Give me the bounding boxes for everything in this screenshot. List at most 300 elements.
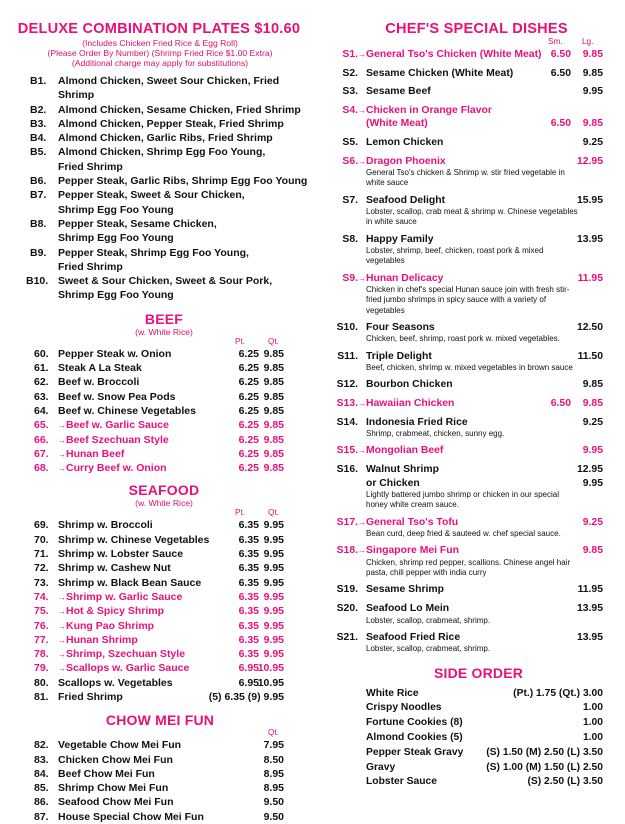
item-name-text: Shrimp w. Broccoli [58,519,153,532]
item-name-text: Indonesia Fried Rice [366,416,468,428]
side-title: SIDE ORDER [433,664,524,681]
item-name: Pepper Steak, Shrimp Egg Foo Young, [58,246,249,259]
item-name: Sweet & Sour Chicken, Sweet & Sour Pork, [58,275,273,288]
item-name-text: or Chicken [366,477,420,489]
hot-pepper-icon: → [58,592,66,602]
menu-item [0,619,310,633]
item-name: Beef Chow Mei Fun [58,767,155,780]
item-number: 77. [34,633,49,646]
item-name [358,272,444,286]
item-number: S8. [342,233,358,245]
price-quart: 9.85 [263,462,284,475]
price-large: 12.95 [576,463,603,475]
item-name-text: Sesame Chicken (White Meat) [366,67,514,79]
price-large: 9.85 [582,118,603,130]
beef-column-header [0,337,310,347]
menu-item [0,433,310,447]
item-number: 65. [34,419,49,432]
combo-list [0,74,310,303]
price-small: 6.50 [550,67,571,79]
item-name-text: Chicken in Orange Flavor [366,104,492,116]
item-name-text: Hunan Delicacy [366,272,444,284]
right-column [318,0,625,790]
item-number: B1. [30,75,47,87]
item-name: Pepper Steak, Sesame Chicken, [58,217,217,230]
item-description: Beef, chicken, shrimp w. mixed vegetables in brown sauce [366,363,573,373]
item-name [366,67,513,81]
item-name: Vegetable Chow Mei Fun [58,739,182,752]
item-name-text: Hot & Spicy Shrimp [66,605,165,618]
chef-item-line [318,631,625,645]
item-name [366,233,434,247]
hot-pepper-icon: → [358,546,366,556]
side-item [318,761,625,776]
price-pint: 6.35 [238,633,259,646]
side-item [318,687,625,702]
menu-item [0,375,310,389]
item-description: Lobster, shrimp, beef, chicken, roast pork & mixed vegetables [366,246,544,266]
price-quart: 9.95 [263,605,284,618]
menu-item [0,633,310,647]
price-pint: 6.35 [238,619,259,632]
item-name-text: Shrimp w. Cashew Nut [58,562,171,575]
item-name: Crispy Noodles [366,702,442,714]
chef-item [318,516,625,540]
price-large: 9.95 [582,445,603,457]
chow-list [0,738,310,824]
item-description: Lobster, scallop, crabmeat, shrimp. [366,644,491,654]
item-number: 69. [34,519,49,532]
seafood-column-header [0,508,310,518]
item-name [366,416,468,430]
item-name: Fortune Cookies (8) [366,717,463,729]
chef-item-line [318,350,625,364]
price-quart: 9.95 [263,648,284,661]
item-number: S5. [342,136,358,148]
item-name [58,561,171,575]
item-number: S2. [342,67,358,79]
item-description: Bean curd, deep fried & sauteed w. chef special sauce. [366,529,561,539]
price-quart: 8.95 [263,767,284,780]
chef-item [318,397,625,411]
menu-item [0,647,310,661]
combo-item [0,145,310,174]
item-number: S7. [342,194,358,206]
hot-pepper-icon: → [58,449,66,459]
chef-item-line [318,463,625,477]
item-name: Almond Chicken, Shrimp Egg Foo Young, [58,146,266,159]
menu-item [0,461,310,475]
hot-pepper-icon: → [358,446,366,456]
item-description: Chicken in chef's special Hunan sauce join with fresh stir-fried jumbo shrimps in spicy sauce with a variety of vegetables [366,285,570,315]
price-large: 9.95 [582,86,603,98]
item-name [58,647,185,662]
chef-item-line [318,67,625,81]
item-number: 63. [34,390,49,403]
price-quart: 9.95 [263,576,284,589]
item-name [58,590,182,605]
item-name [58,433,169,448]
price-quart: 9.85 [263,419,284,432]
item-number: 80. [34,676,49,689]
chef-column-header [318,37,625,48]
chef-item [318,602,625,626]
col-lg: Lg. [582,37,594,46]
item-name-text: Scallops w. Vegetables [58,676,173,689]
side-list [318,687,625,791]
price-large: 9.25 [582,136,603,148]
item-number: B4. [30,132,47,145]
chef-item [318,272,625,316]
item-name [58,676,173,690]
combo-item [0,246,310,275]
item-number: S9. [342,272,358,284]
hot-pepper-icon: → [58,607,66,617]
item-description: Chicken, beef, shrimp, roast pork w. mixed vegetables. [366,334,560,344]
price-large: 9.85 [582,379,603,391]
item-name [58,390,175,404]
price-large: 12.95 [576,155,603,167]
chef-item [318,631,625,655]
combo-item [0,274,310,303]
item-price: (S) 1.50 (M) 2.50 (L) 3.50 [486,746,603,758]
hot-pepper-icon: → [358,105,366,115]
item-name [58,375,139,389]
item-number: S15. [336,445,358,457]
price-quart: 9.85 [263,347,284,360]
item-number: S11. [337,350,358,362]
chef-item-line [318,397,625,411]
item-name-text: Shrimp w. Garlic Sauce [66,590,183,603]
price-pint: 6.35 [238,548,259,561]
item-number: 87. [34,810,49,823]
item-number: S6. [342,155,358,167]
price-quart: 9.85 [263,447,284,460]
item-name [58,347,171,361]
price-large: 9.85 [582,67,603,79]
menu-item [0,404,310,418]
item-name: Fried Shrimp [58,260,123,273]
item-description: Shrimp, crabmeat, chicken, sunny egg. [366,429,505,439]
item-number: 76. [34,619,49,632]
item-number: S1. [342,49,358,60]
item-name [358,104,492,118]
item-name: Shrimp Egg Foo Young [58,289,174,302]
item-name-text: General Tso's Chicken (White Meat) [366,49,542,60]
item-name: Almond Chicken, Sweet Sour Chicken, Fried Shrimp [58,75,280,102]
item-number: B7. [30,189,47,202]
chef-item [318,544,625,578]
hot-pepper-icon: → [58,435,66,445]
price-pint: 6.35 [238,590,259,603]
side-item [318,731,625,746]
chef-item-line [318,444,625,458]
price-large: 11.50 [577,350,603,362]
item-price: 1.00 [582,717,603,729]
hot-pepper-icon: → [58,650,66,660]
item-number: S19. [336,584,358,596]
seafood-list [0,518,310,690]
chef-item [318,104,625,131]
price-pint: 6.25 [238,362,259,375]
price-small: 6.50 [550,49,571,60]
chef-title: CHEF'S SPECIAL DISHES [385,21,568,37]
item-name [366,631,460,645]
menu-item [0,390,310,404]
menu-item [0,447,310,461]
price-quart: 9.95 [263,590,284,603]
menu-item [0,604,310,618]
price-pint: 6.25 [238,347,259,360]
item-name [366,477,420,491]
price-pint: 6.25 [238,447,259,460]
item-number: B5. [30,146,47,159]
item-number: S18. [336,545,358,557]
price-pint: 6.35 [238,519,259,532]
item-name: Shrimp Egg Foo Young [58,232,174,245]
side-item [318,746,625,761]
price-pint: 6.35 [238,605,259,618]
side-item [318,716,625,731]
price-quart: 9.85 [263,404,284,417]
item-name-text: Beef w. Snow Pea Pods [58,390,176,403]
item-name [366,136,443,150]
price-pint: 6.25 [238,462,259,475]
price-quart: 9.85 [263,390,284,403]
menu-item [0,753,310,767]
item-name-text: Sesame Beef [366,86,431,98]
price-pint: 6.25 [238,390,259,403]
item-price: 1.00 [582,731,603,743]
col-qt: Qt. [268,508,279,518]
chef-item [318,416,625,440]
item-number: B6. [30,175,47,188]
chow-title: CHOW MEI FUN [105,712,215,729]
menu-item [0,361,310,375]
price-quart: 8.50 [263,753,284,766]
price-large: 15.95 [576,194,603,206]
chef-item [318,463,625,511]
beef-note: (w. White Rice) [135,326,193,337]
price-large: 13.95 [576,631,603,643]
combo-item [0,174,310,188]
item-name: Almond Chicken, Pepper Steak, Fried Shrimp [58,117,284,130]
price-pint: 6.25 [238,419,259,432]
hot-pepper-icon: → [58,621,66,631]
price-pint: 6.95 [238,662,259,675]
item-name-text: Sesame Shrimp [366,584,444,596]
menu-item [0,576,310,590]
item-price: (5) 6.35 (9) 9.95 [208,690,284,703]
menu-item [0,590,310,604]
item-name: Almond Cookies (5) [366,731,463,743]
item-name-text: Bourbon Chicken [366,379,453,391]
chef-item [318,67,625,81]
item-name [58,604,164,619]
chef-item-line [318,85,625,99]
price-quart: 9.85 [263,433,284,446]
price-quart: 10.95 [257,662,284,675]
side-item [318,775,625,790]
item-price: (Pt.) 1.75 (Qt.) 3.00 [513,687,603,699]
item-number: B9. [30,246,47,259]
chef-item [318,444,625,458]
menu-item [0,347,310,361]
chef-list [318,48,625,655]
price-pint: 6.25 [238,433,259,446]
item-name-text: Kung Pao Shrimp [66,619,155,632]
col-pt: Pt. [235,508,246,518]
item-name [366,350,432,364]
combo-note: (Additional charge may apply for substitutions) [71,58,249,68]
item-description: Lightly battered jumbo shrimp or chicken in our special honey white cream sauce. [366,490,559,510]
chef-item-line [318,602,625,616]
combo-item [0,188,310,217]
item-number: 67. [34,447,49,460]
price-quart: 9.85 [263,362,284,375]
item-name [366,602,449,616]
item-name-text: Pepper Steak w. Onion [58,347,172,360]
item-number: 70. [34,533,49,546]
chef-item [318,48,625,62]
price-large: 11.95 [577,584,603,596]
chow-column-header [0,728,310,738]
combo-note: (Includes Chicken Fried Rice & Egg Roll) [82,38,238,48]
item-name-text: Walnut Shrimp [366,463,439,475]
item-name-text: Lemon Chicken [366,136,444,148]
item-name [58,447,124,462]
chef-item [318,583,625,597]
item-number: B3. [30,117,47,130]
item-number: 71. [34,548,49,561]
menu-item [0,767,310,781]
price-quart: 9.85 [263,376,284,389]
price-large: 9.25 [582,516,603,528]
price-pint: 6.35 [238,648,259,661]
hot-pepper-icon: → [358,517,366,527]
item-number: S3. [342,86,358,98]
price-large: 12.50 [576,321,603,333]
item-name: Fried Shrimp [58,690,123,703]
item-name: Almond Chicken, Garlic Ribs, Fried Shrimp [58,132,273,145]
price-pint: 6.25 [238,404,259,417]
price-large: 9.95 [582,477,603,489]
item-name-text: Hunan Beef [66,447,125,460]
item-price: (S) 1.00 (M) 1.50 (L) 2.50 [486,761,603,773]
chef-item [318,194,625,228]
item-price: (S) 2.50 (L) 3.50 [527,776,603,788]
item-number: 66. [34,433,49,446]
item-name-text: Beef w. Broccoli [58,376,140,389]
item-number: 82. [34,739,49,752]
item-name: Pepper Steak, Sweet & Sour Chicken, [58,189,245,202]
menu-item [0,418,310,432]
item-number: B10. [26,275,49,288]
item-number: S20. [336,602,358,614]
item-number: 64. [34,404,49,417]
chef-item-line [318,117,625,131]
item-name-text: Beef w. Garlic Sauce [66,419,169,432]
item-number: 79. [34,662,49,675]
menu-item [0,561,310,575]
hot-pepper-icon: → [358,273,366,283]
item-number: 81. [34,690,49,703]
item-name: Almond Chicken, Sesame Chicken, Fried Shrimp [58,103,301,116]
price-large: 13.95 [576,602,603,614]
item-name [58,633,138,648]
price-quart: 8.95 [263,782,284,795]
item-name-text: (White Meat) [366,118,428,130]
item-name: Shrimp Chow Mei Fun [58,782,169,795]
hot-pepper-icon: → [58,635,66,645]
chef-item [318,155,625,189]
item-name [366,321,435,335]
item-number: S4. [342,104,358,116]
price-quart: 9.95 [263,619,284,632]
item-name-text: Mongolian Beef [366,445,444,457]
item-name [58,533,209,547]
item-number: 72. [34,562,49,575]
item-name: Lobster Sauce [366,776,437,788]
item-name [358,444,444,458]
item-name: Shrimp Egg Foo Young [58,203,174,216]
item-name: Fried Shrimp [58,160,123,173]
menu-item [0,810,310,824]
price-pint: 6.95 [238,676,259,689]
item-name [58,361,142,375]
item-name-text: Beef Szechuan Style [66,433,169,446]
item-name-text: Singapore Mei Fun [366,545,459,557]
price-large: 9.25 [582,416,603,428]
item-name-text: Shrimp w. Lobster Sauce [58,548,184,561]
item-number: S21. [336,631,358,643]
col-pt: Pt. [235,336,246,346]
combo-title: DELUXE COMBINATION PLATES $10.60 [17,21,301,37]
combo-item [0,117,310,131]
menu-item [0,738,310,752]
price-pint: 6.35 [238,576,259,589]
combo-notes [10,38,310,68]
price-large: 13.95 [576,233,603,245]
menu-item [0,781,310,795]
combo-note: (Please Order By Number) (Shrimp Fried Rice $1.00 Extra) [47,48,273,58]
item-number: 74. [34,590,49,603]
menu-item [0,547,310,561]
item-name-text: Triple Delight [366,350,432,362]
menu-item [0,795,310,809]
hot-pepper-icon: → [58,664,66,674]
item-number: 83. [34,753,49,766]
item-name [366,583,444,597]
chef-item [318,378,625,392]
menu-item [0,518,310,532]
item-name-text: Seafood Fried Rice [366,631,461,643]
item-description: General Tso's chicken & Shrimp w. stir fried vegetable in white sauce [366,168,565,188]
col-qt: Qt. [268,728,279,738]
price-pint: 6.35 [238,533,259,546]
item-number: S16. [336,463,358,475]
price-pint: 6.25 [238,376,259,389]
item-name-text: General Tso's Tofu [366,516,459,528]
combo-item [0,217,310,246]
item-name [358,397,455,411]
chef-item-line [318,544,625,558]
left-column [0,0,310,824]
item-name-text: Seafood Delight [366,194,446,206]
price-quart: 10.95 [257,676,284,689]
item-name [366,117,428,131]
combo-item [0,131,310,145]
